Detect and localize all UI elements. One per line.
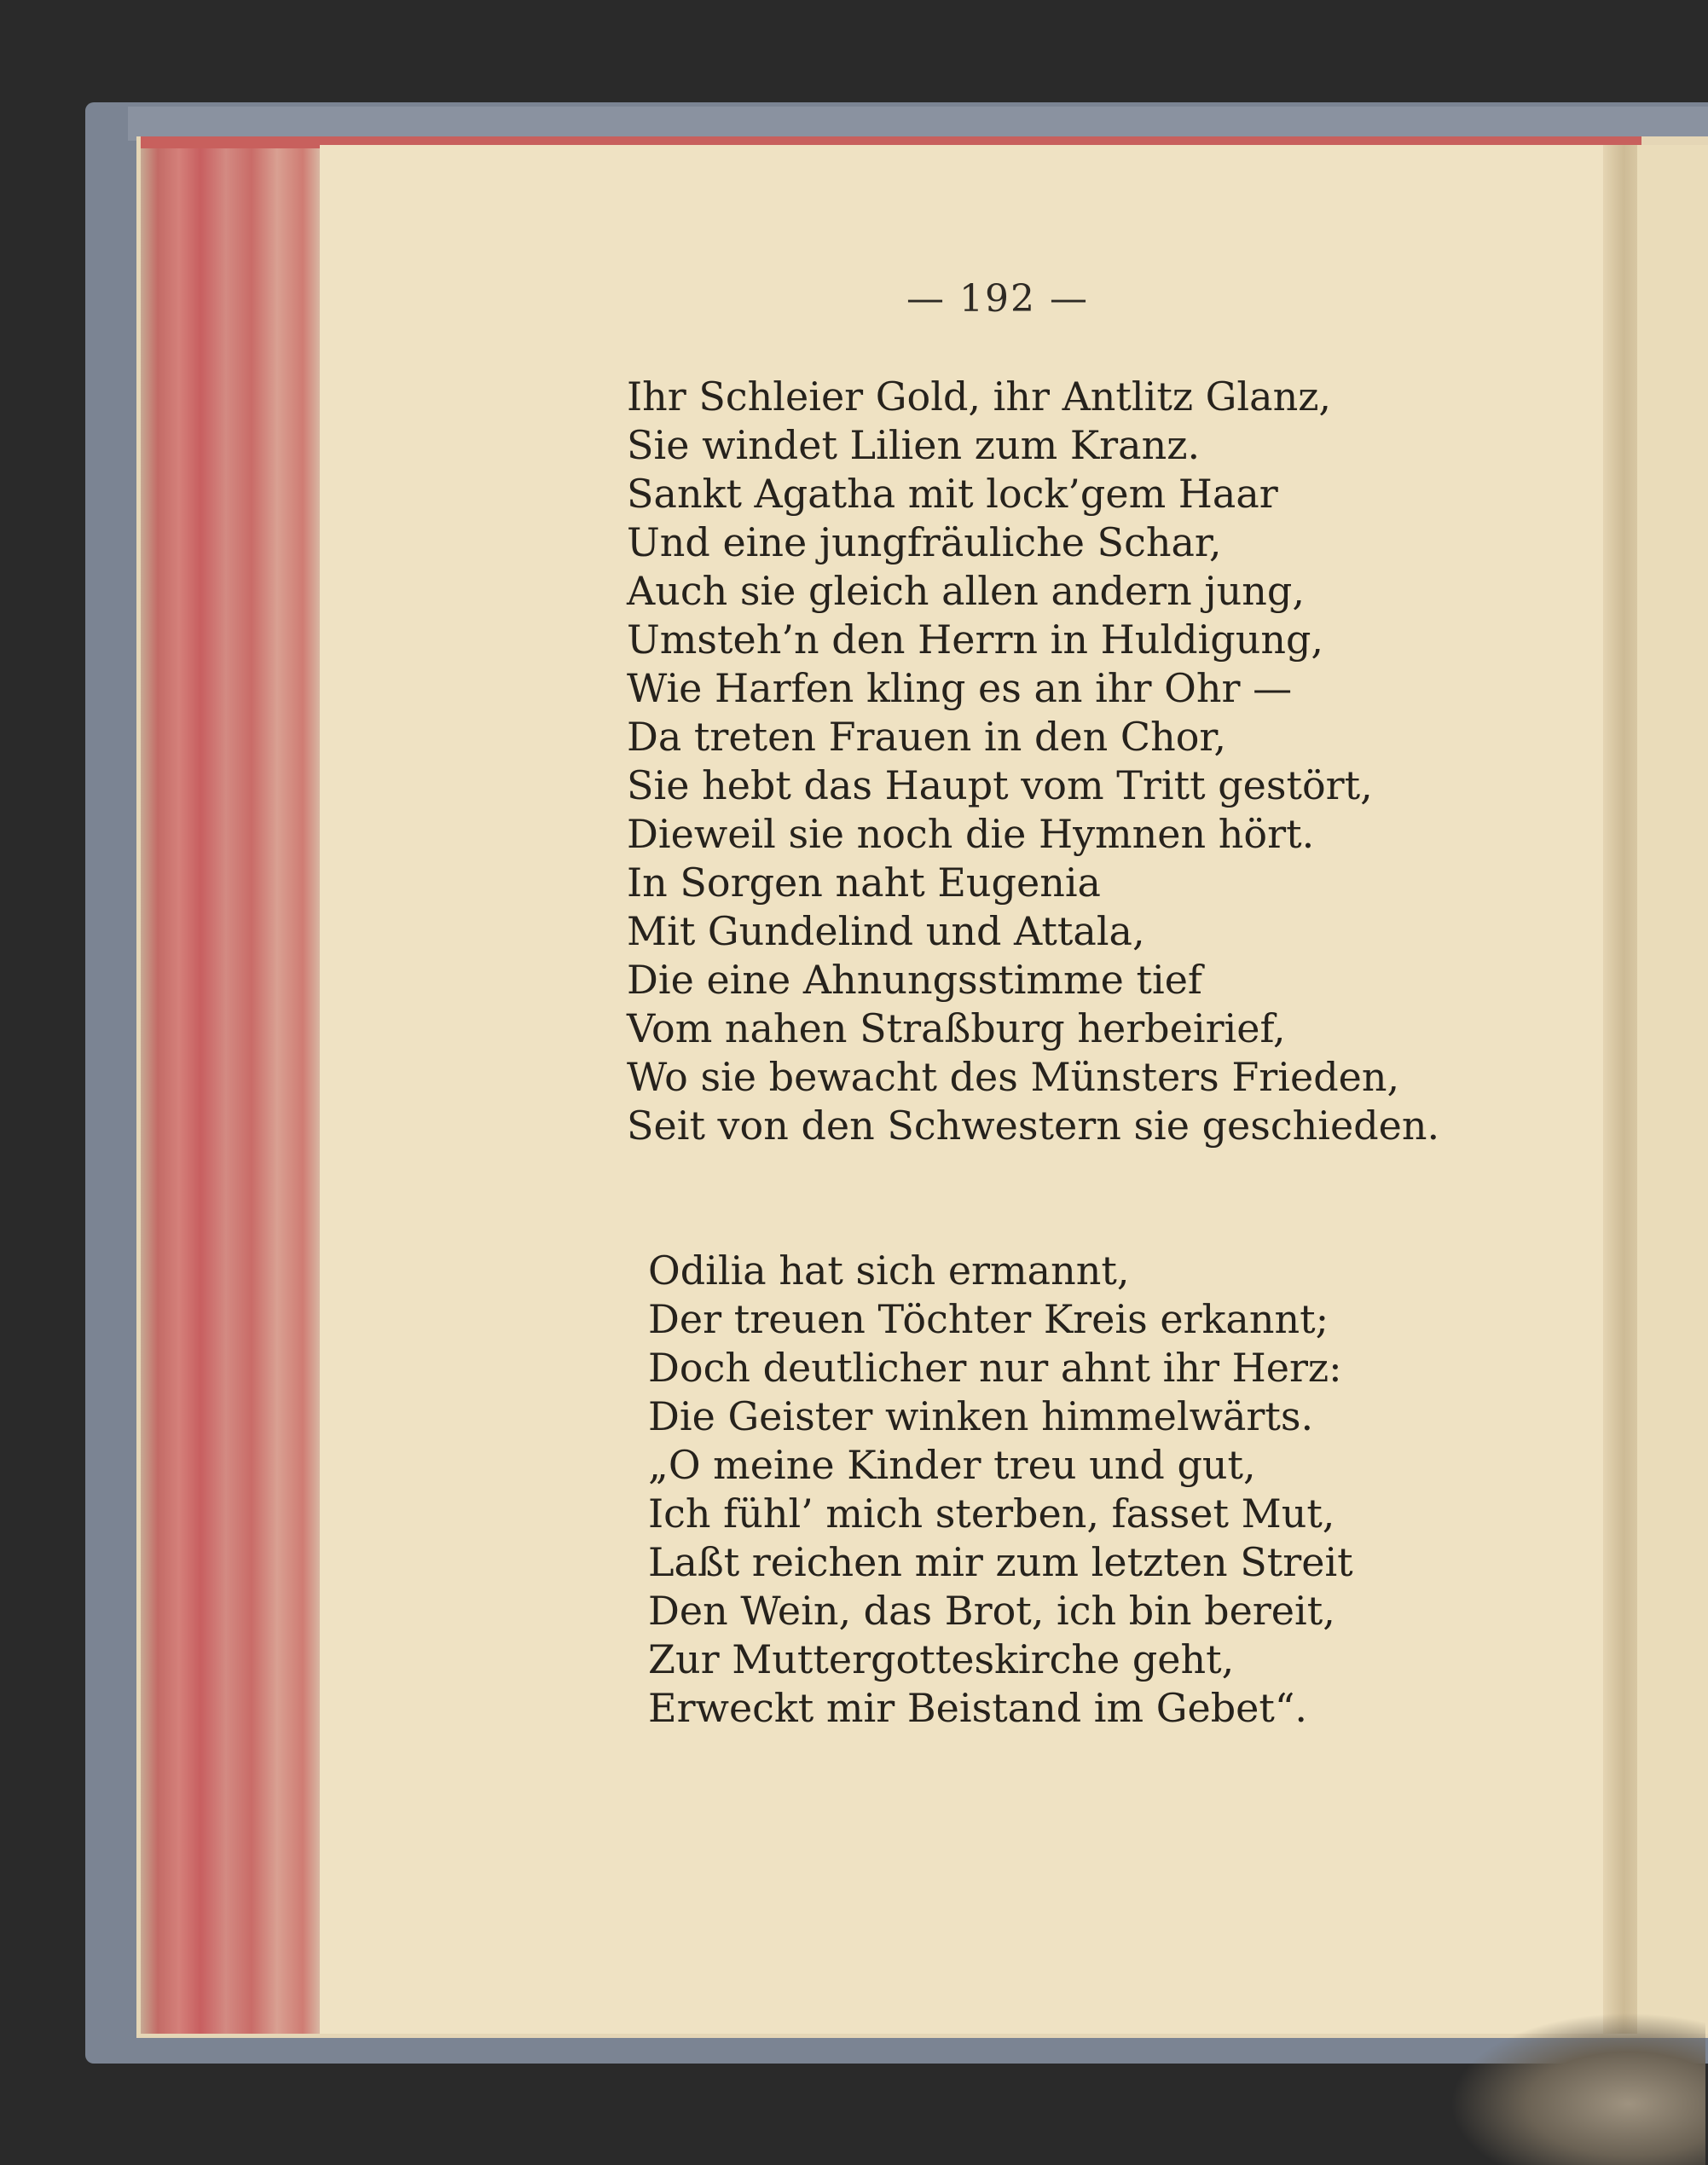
verse-line: Auch sie gleich allen andern jung,: [627, 568, 1305, 614]
facing-page: [1637, 145, 1708, 2034]
page-edges: [141, 141, 320, 2034]
verse-line: Doch deutlicher nur ahnt ihr Herz:: [648, 1345, 1342, 1391]
verse-line: Die eine Ahnungsstimme tief: [627, 957, 1202, 1003]
verse-line: „O meine Kinder treu und gut,: [648, 1442, 1256, 1488]
verse-line: Wo sie bewacht des Münsters Frieden,: [627, 1054, 1400, 1100]
verse-line: Zur Muttergotteskirche geht,: [648, 1636, 1235, 1682]
bookmark-ribbon: [1450, 2012, 1705, 2165]
verse-line: Odilia hat sich ermannt,: [648, 1247, 1130, 1294]
book-cover-top: [128, 107, 1708, 141]
verse-line: Wie Harfen kling es an ihr Ohr —: [627, 665, 1293, 711]
verse-line: Den Wein, das Brot, ich bin bereit,: [648, 1588, 1335, 1634]
stanza-1: [627, 373, 1439, 1150]
verse-line: Umsteh’n den Herrn in Huldigung,: [627, 617, 1324, 663]
stanza-2: [648, 1247, 1353, 1733]
verse-line: Ich fühl’ mich sterben, fasset Mut,: [648, 1491, 1335, 1537]
verse-line: Sankt Agatha mit lock’gem Haar: [627, 471, 1278, 517]
verse-line: Und eine jungfräuliche Schar,: [627, 519, 1222, 565]
verse-line: Erweckt mir Beistand im Gebet“.: [648, 1685, 1308, 1731]
book-gutter: [1603, 145, 1637, 2034]
verse-line: Sie windet Lilien zum Kranz.: [627, 422, 1201, 468]
verse-line: Laßt reichen mir zum letzten Streit: [648, 1539, 1353, 1585]
verse-line: Seit von den Schwestern sie geschieden.: [627, 1103, 1440, 1149]
verse-line: Der treuen Töchter Kreis erkannt;: [648, 1296, 1329, 1342]
verse-line: Dieweil sie noch die Hymnen hört.: [627, 811, 1315, 857]
verse-line: Vom nahen Straßburg herbeirief,: [627, 1005, 1286, 1051]
verse-line: Sie hebt das Haupt vom Tritt gestört,: [627, 762, 1373, 808]
verse-line: Mit Gundelind und Attala,: [627, 908, 1145, 954]
verse-line: In Sorgen naht Eugenia: [627, 860, 1101, 906]
verse-line: Ihr Schleier Gold, ihr Antlitz Glanz,: [627, 373, 1332, 420]
page-number: — 192 —: [906, 277, 1089, 321]
verse-line: Da treten Frauen in den Chor,: [627, 714, 1226, 760]
verse-line: Die Geister winken himmelwärts.: [648, 1393, 1314, 1439]
